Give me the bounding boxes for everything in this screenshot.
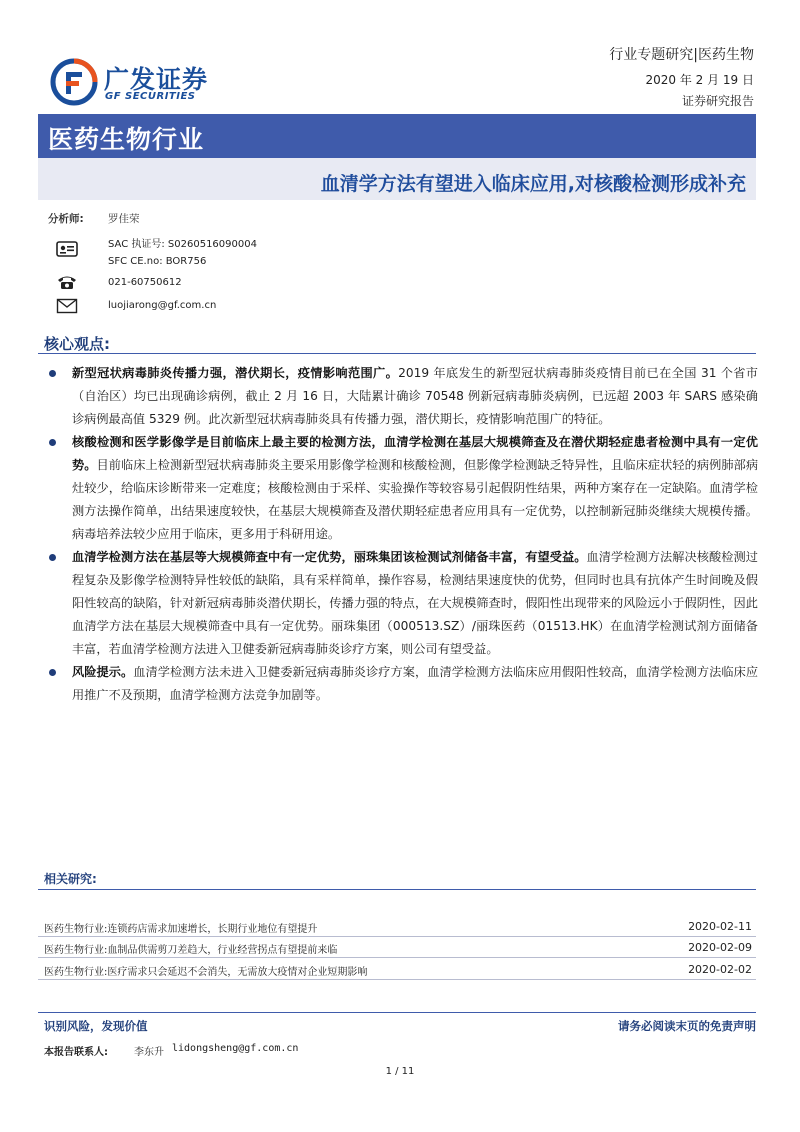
- related-heading: 相关研究:: [44, 872, 97, 886]
- contact-name: 李东升: [134, 1047, 164, 1058]
- contact-email[interactable]: lidongsheng@gf.com.cn: [172, 1043, 299, 1054]
- report-category: 行业专题研究|医药生物: [609, 47, 754, 63]
- divider: [38, 957, 756, 958]
- related-title[interactable]: 医药生物行业:血制品供需剪刀差趋大，行业经营拐点有望提前来临: [44, 945, 338, 956]
- analyst-phone: 021-60750612: [108, 277, 182, 288]
- bullet-lead: 新型冠状病毒肺炎传播力强，潜伏期长，疫情影响范围广。: [72, 366, 399, 380]
- report-type: 证券研究报告: [681, 94, 754, 108]
- related-date: 2020-02-11: [688, 920, 752, 933]
- industry-bar: [38, 114, 756, 158]
- core-bullet: [46, 661, 758, 707]
- divider: [38, 889, 756, 890]
- bullet-icon: [49, 439, 56, 446]
- analyst-name: 罗佳荣: [108, 213, 140, 225]
- bullet-lead: 风险提示。: [72, 665, 134, 679]
- footer-slogan: 识别风险，发现价值: [44, 1019, 148, 1033]
- related-title[interactable]: 医药生物行业:医疗需求只会延迟不会消失，无需放大疫情对企业短期影响: [44, 967, 368, 978]
- gf-logo-icon: [50, 58, 98, 106]
- core-heading: 核心观点:: [44, 335, 110, 353]
- contact-label: 本报告联系人:: [44, 1047, 108, 1058]
- divider: [38, 979, 756, 980]
- related-date: 2020-02-02: [688, 963, 752, 976]
- sfc-number: SFC CE.no: BOR756: [108, 256, 207, 267]
- bullet-text: 2019 年底发生的新型冠状病毒肺炎疫情目前已在全国 31 个省市（自治区）均已出现确诊病例，截止 2 月 16 日，大陆累计确诊 70548 例新冠病毒肺炎病例，已远超 2003 年 SARS 感染确诊病例最高值 5329 例。此次新型冠状病毒肺炎具有传播力强，潜伏期长，疫情影响范围广的特征。: [72, 366, 758, 426]
- related-title[interactable]: 医药生物行业:连锁药店需求加速增长，长期行业地位有望提升: [44, 924, 318, 935]
- bullet-lead: 核酸检测和医学影像学是目前临床上最主要的检测方法，血清学检测在基层大规模筛查及在潜伏期轻症患者检测中具有一定优势。: [72, 435, 758, 472]
- brand-name-cn: 广发证券: [104, 65, 209, 94]
- bullet-lead: 血清学检测方法在基层等大规模筛查中有一定优势，丽珠集团该检测试剂储备丰富，有望受益。: [72, 550, 587, 564]
- bullet-icon: [49, 554, 56, 561]
- core-bullets: [46, 362, 758, 707]
- bullet-text: 血清学检测方法解决核酸检测过程复杂及影像学检测特异性较低的缺陷，具有采样简单，操作容易，检测结果速度快的优势，但同时也具有抗体产生时间晚及假阳性较高的缺陷，针对新冠病毒肺炎潜伏期长，传播力强的特点，在大规模筛查时，假阳性出现带来的风险远小于假阴性，因此血清学方法在基层大规模筛查中具有一定优势。丽珠集团（000513.SZ）/丽珠医药（01513.HK）在血清学检测试剂方面储备丰富，若血清学检测方法进入卫健委新冠病毒肺炎诊疗方案，则公司有望受益。: [72, 550, 758, 656]
- bullet-text: 目前临床上检测新型冠状病毒肺炎主要采用影像学检测和核酸检测，但影像学检测缺乏特异性，且临床症状轻的病例肺部病灶较少，给临床诊断带来一定难度；核酸检测由于采样、实验操作等较容易引起假阴性结果，两种方案存在一定缺陷。血清学检测方法操作简单，出结果速度较快，在基层大规模筛查及潜伏期轻症患者应用具有一定优势，以控制新冠肺炎继续大规模传播。病毒培养法较少应用于临床，更多用于科研用途。: [72, 458, 759, 541]
- mail-icon: [56, 298, 78, 314]
- footer-disclaimer: 请务必阅读末页的免责声明: [618, 1019, 756, 1033]
- core-bullet: [46, 431, 758, 546]
- analyst-email[interactable]: luojiarong@gf.com.cn: [108, 300, 217, 311]
- bullet-icon: [49, 370, 56, 377]
- brand-name-en: GF SECURITIES: [105, 91, 196, 102]
- industry-title: 医药生物行业: [48, 125, 205, 154]
- title-banner: [38, 114, 756, 200]
- bullet-text: 血清学检测方法未进入卫健委新冠病毒肺炎诊疗方案，血清学检测方法临床应用假阳性较高，血清学检测方法临床应用推广不及预期，血清学检测方法竞争加剧等。: [72, 665, 759, 702]
- id-card-icon: [56, 240, 78, 260]
- brand-logo: [50, 58, 220, 106]
- analyst-label: 分析师:: [48, 213, 84, 225]
- report-title: 血清学方法有望进入临床应用,对核酸检测形成补充: [320, 173, 746, 195]
- report-date: 2020 年 2 月 19 日: [645, 73, 754, 87]
- divider: [38, 353, 756, 354]
- sac-number: SAC 执证号: S0260516090004: [108, 239, 257, 250]
- page-number: 1 / 11: [385, 1066, 415, 1077]
- divider: [38, 1012, 756, 1013]
- core-bullet: [46, 362, 758, 431]
- divider: [38, 936, 756, 937]
- related-date: 2020-02-09: [688, 941, 752, 954]
- bullet-icon: [49, 669, 56, 676]
- phone-icon: [56, 274, 78, 290]
- core-bullet: [46, 546, 758, 661]
